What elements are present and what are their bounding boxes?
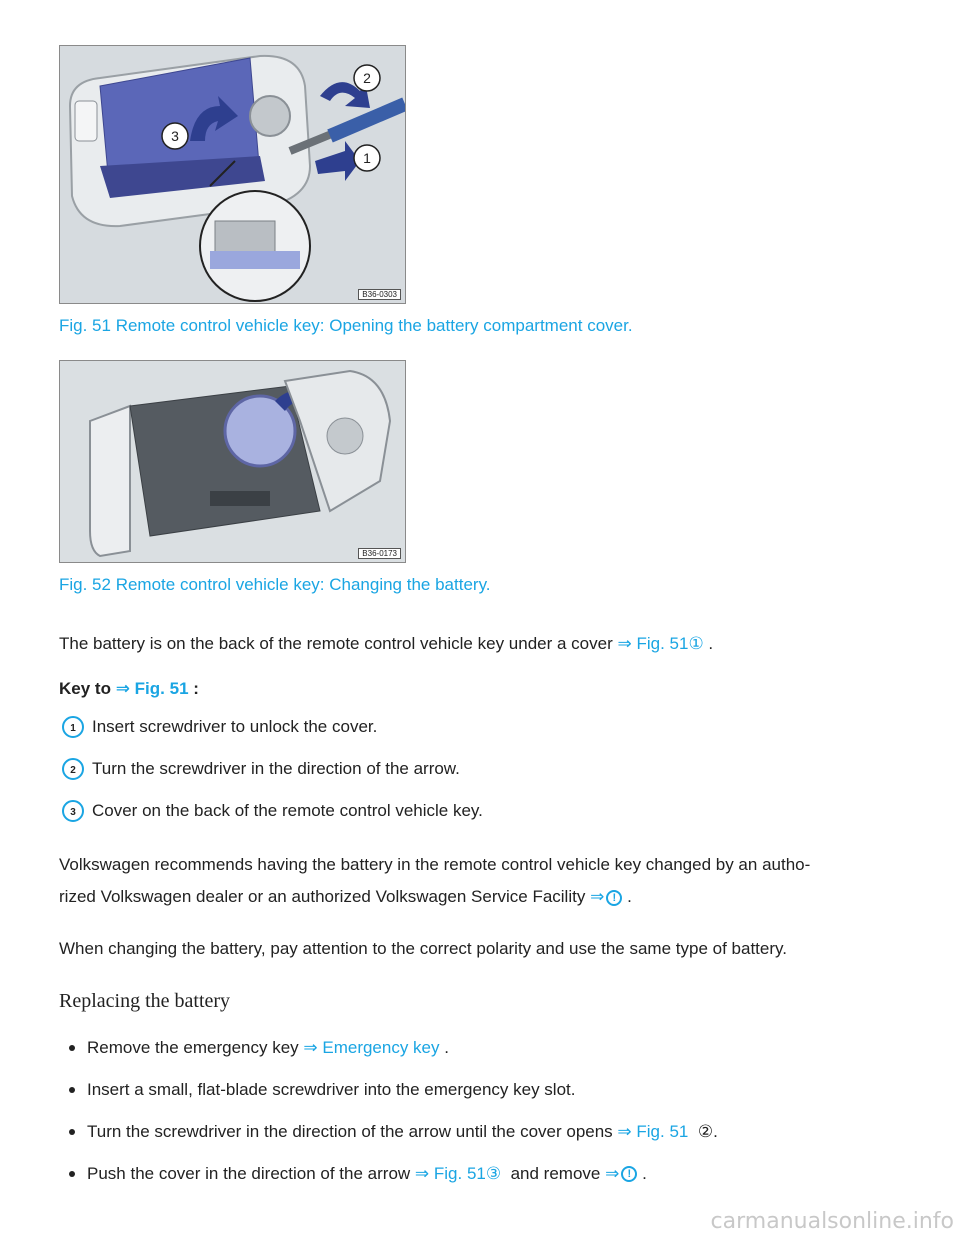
- key-number-badge: 2: [62, 758, 84, 780]
- step-text: Insert a small, flat-blade screwdriver into the emergency key slot.: [87, 1080, 576, 1099]
- step-text: Remove the emergency key: [87, 1038, 299, 1057]
- bullet-icon: [69, 1087, 75, 1093]
- callout-3: 3: [171, 128, 179, 144]
- warning-link[interactable]: ⇒: [590, 887, 605, 906]
- figure-51-caption: Fig. 51 Remote control vehicle key: Opening the battery compartment cover.: [59, 316, 633, 335]
- step-end: .: [713, 1122, 718, 1141]
- list-item: [69, 1038, 449, 1058]
- warning-link[interactable]: ⇒: [605, 1164, 620, 1183]
- callout-1: 1: [363, 150, 371, 166]
- fig51-link[interactable]: ⇒ Fig. 51: [414, 1164, 486, 1183]
- step-text: Push the cover in the direction of the arrow: [87, 1164, 411, 1183]
- recommend-line-2-text: rized Volkswagen dealer or an authorized Volkswagen Service Facility: [59, 887, 586, 906]
- list-item: [69, 1080, 575, 1100]
- fig51-link[interactable]: ⇒ Fig. 51: [617, 634, 689, 653]
- step-end: .: [444, 1038, 449, 1057]
- recommend-line-2: [59, 881, 899, 913]
- step-text: Turn the screwdriver in the direction of the arrow until the cover opens: [87, 1122, 613, 1141]
- intro-end: .: [708, 634, 714, 653]
- callout-ref: ②: [697, 1122, 714, 1141]
- warning-icon[interactable]: !: [621, 1166, 637, 1182]
- figure-52-caption: Fig. 52 Remote control vehicle key: Changing the battery.: [59, 575, 491, 594]
- callout-ref: ③: [485, 1164, 502, 1183]
- intro-text: The battery is on the back of the remote control vehicle key under a cover: [59, 634, 613, 653]
- intro-paragraph: [59, 628, 899, 660]
- recommend-end: .: [627, 887, 632, 906]
- step-end: and remove: [510, 1164, 601, 1183]
- bullet-icon: [69, 1045, 75, 1051]
- figure-code: B36-0303: [358, 289, 401, 300]
- key-item: [62, 716, 377, 738]
- key-number-badge: 1: [62, 716, 84, 738]
- key-heading: [59, 673, 899, 705]
- callout-ref: ①: [688, 634, 704, 653]
- key-number-badge: 3: [62, 800, 84, 822]
- bullet-icon: [69, 1129, 75, 1135]
- list-item: [69, 1164, 647, 1184]
- step-end: .: [642, 1164, 647, 1183]
- key-fig51-link[interactable]: ⇒ Fig. 51: [115, 679, 189, 698]
- key-item: [62, 800, 483, 822]
- key-item-text: Insert screwdriver to unlock the cover.: [92, 717, 378, 736]
- emergency-key-link[interactable]: ⇒ Emergency key: [303, 1038, 440, 1057]
- key-item-text: Cover on the back of the remote control vehicle key.: [92, 801, 483, 820]
- key-item: [62, 758, 460, 780]
- section-heading: Replacing the battery: [59, 990, 231, 1012]
- callout-2: 2: [363, 70, 371, 86]
- key-item-text: Turn the screwdriver in the direction of the arrow.: [92, 759, 460, 778]
- bullet-icon: [69, 1171, 75, 1177]
- key-heading-suffix: :: [193, 679, 199, 698]
- figure-51-image: [59, 45, 406, 304]
- list-item: [69, 1122, 718, 1142]
- figure-52-image: [59, 360, 406, 563]
- warning-icon[interactable]: !: [606, 890, 622, 906]
- watermark: carmanualsonline.info: [710, 1209, 954, 1234]
- key-opening-illustration: [60, 46, 405, 303]
- polarity-paragraph: When changing the battery, pay attention to the correct polarity and use the same type of battery.: [59, 939, 787, 958]
- battery-change-illustration: [60, 361, 405, 562]
- figure-code: B36-0173: [358, 548, 401, 559]
- fig51-link[interactable]: ⇒ Fig. 51: [617, 1122, 689, 1141]
- key-heading-prefix: Key to: [59, 679, 111, 698]
- recommend-line-1: Volkswagen recommends having the battery in the remote control vehicle key changed by an autho-: [59, 855, 811, 874]
- recommend-paragraph: [59, 849, 899, 913]
